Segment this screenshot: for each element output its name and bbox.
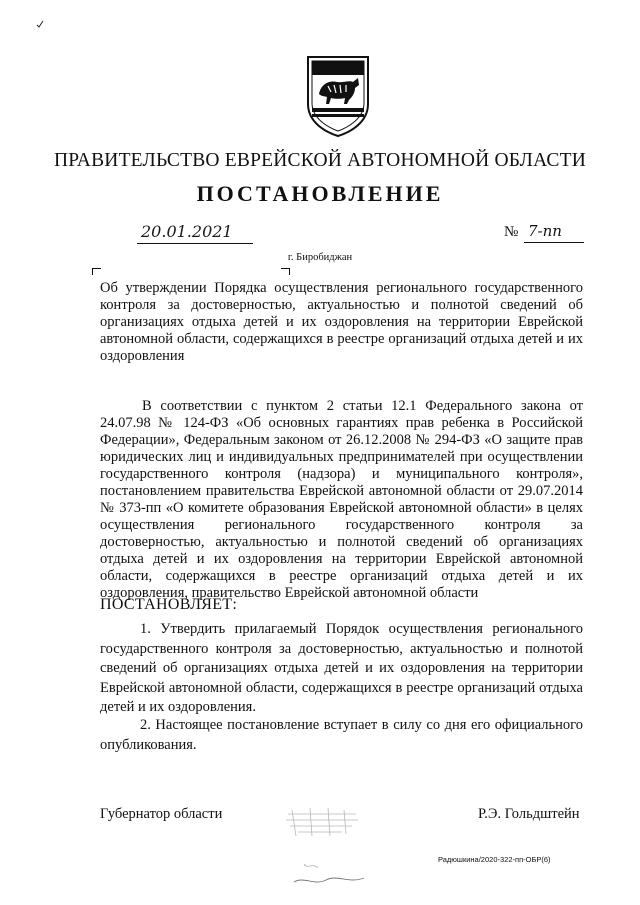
number-label: №: [504, 224, 519, 240]
document-number: [504, 222, 594, 243]
organization-title: ПРАВИТЕЛЬСТВО ЕВРЕЙСКОЙ АВТОНОМНОЙ ОБЛАСТИ: [53, 150, 587, 171]
corner-mark-left: [92, 268, 101, 275]
preamble-paragraph: В соответствии с пунктом 2 статьи 12.1 Федерального закона от 24.07.98 № 124-ФЗ «Об основных гарантиях прав ребенка в Российской Федерации», Федеральным законом от 26.12.2008 № 294-ФЗ «О защите прав юридических лиц и индивидуальных предпринимателей при осуществлении государственного контроля (надзора) и муниципального контроля», постановлением правительства Еврейской автономной области от 29.07.2014 № 373-пп «О комитете образования Еврейской автономной области» в целях осуществления регионального государственного контроля за достоверностью, актуальностью и полнотой сведений об организациях отдыха детей и их оздоровления на территории Еврейской автономной области, содержащихся в реестре организаций отдыха детей и их оздоровления, правительство Еврейской автономной области: [100, 398, 583, 601]
decree-item-2: 2. Настоящее постановление вступает в силу со дня его официального опубликования.: [100, 717, 583, 753]
signatory-name: Р.Э. Гольдштейн: [478, 806, 580, 822]
corner-mark-right: [281, 268, 290, 275]
reference-code: Радюшкина/2020-322-пп-ОБР(6): [438, 855, 551, 864]
scan-mark-icon: [36, 20, 44, 28]
document-type-title: ПОСТАНОВЛЕНИЕ: [196, 181, 444, 206]
signature-icon: [290, 860, 370, 890]
signatory-title: Губернатор области: [100, 806, 223, 822]
coat-of-arms-icon: [303, 52, 373, 138]
city-label: г. Биробиджан: [287, 252, 353, 263]
stamp-icon: [282, 800, 362, 840]
decree-item-1: 1. Утвердить прилагаемый Порядок осуществления регионального государственного контроля за достоверностью, актуальностью и полнотой сведений об организациях отдыха детей и их оздоровления на территории Еврейской автономной области, содержащихся в реестре организаций отдыха детей и их оздоровления.: [100, 621, 583, 715]
number-value: 7-пп: [524, 222, 584, 243]
decree-heading: ПОСТАНОВЛЯЕТ:: [100, 596, 238, 613]
document-date: 20.01.2021: [137, 222, 253, 244]
document-subject: Об утверждении Порядка осуществления регионального государственного контроля за достоверностью, актуальностью и полнотой сведений об организациях отдыха детей и их оздоровления на территории Еврейской автономной области, содержащихся в реестре организаций отдыха детей и их оздоровления: [100, 280, 583, 364]
